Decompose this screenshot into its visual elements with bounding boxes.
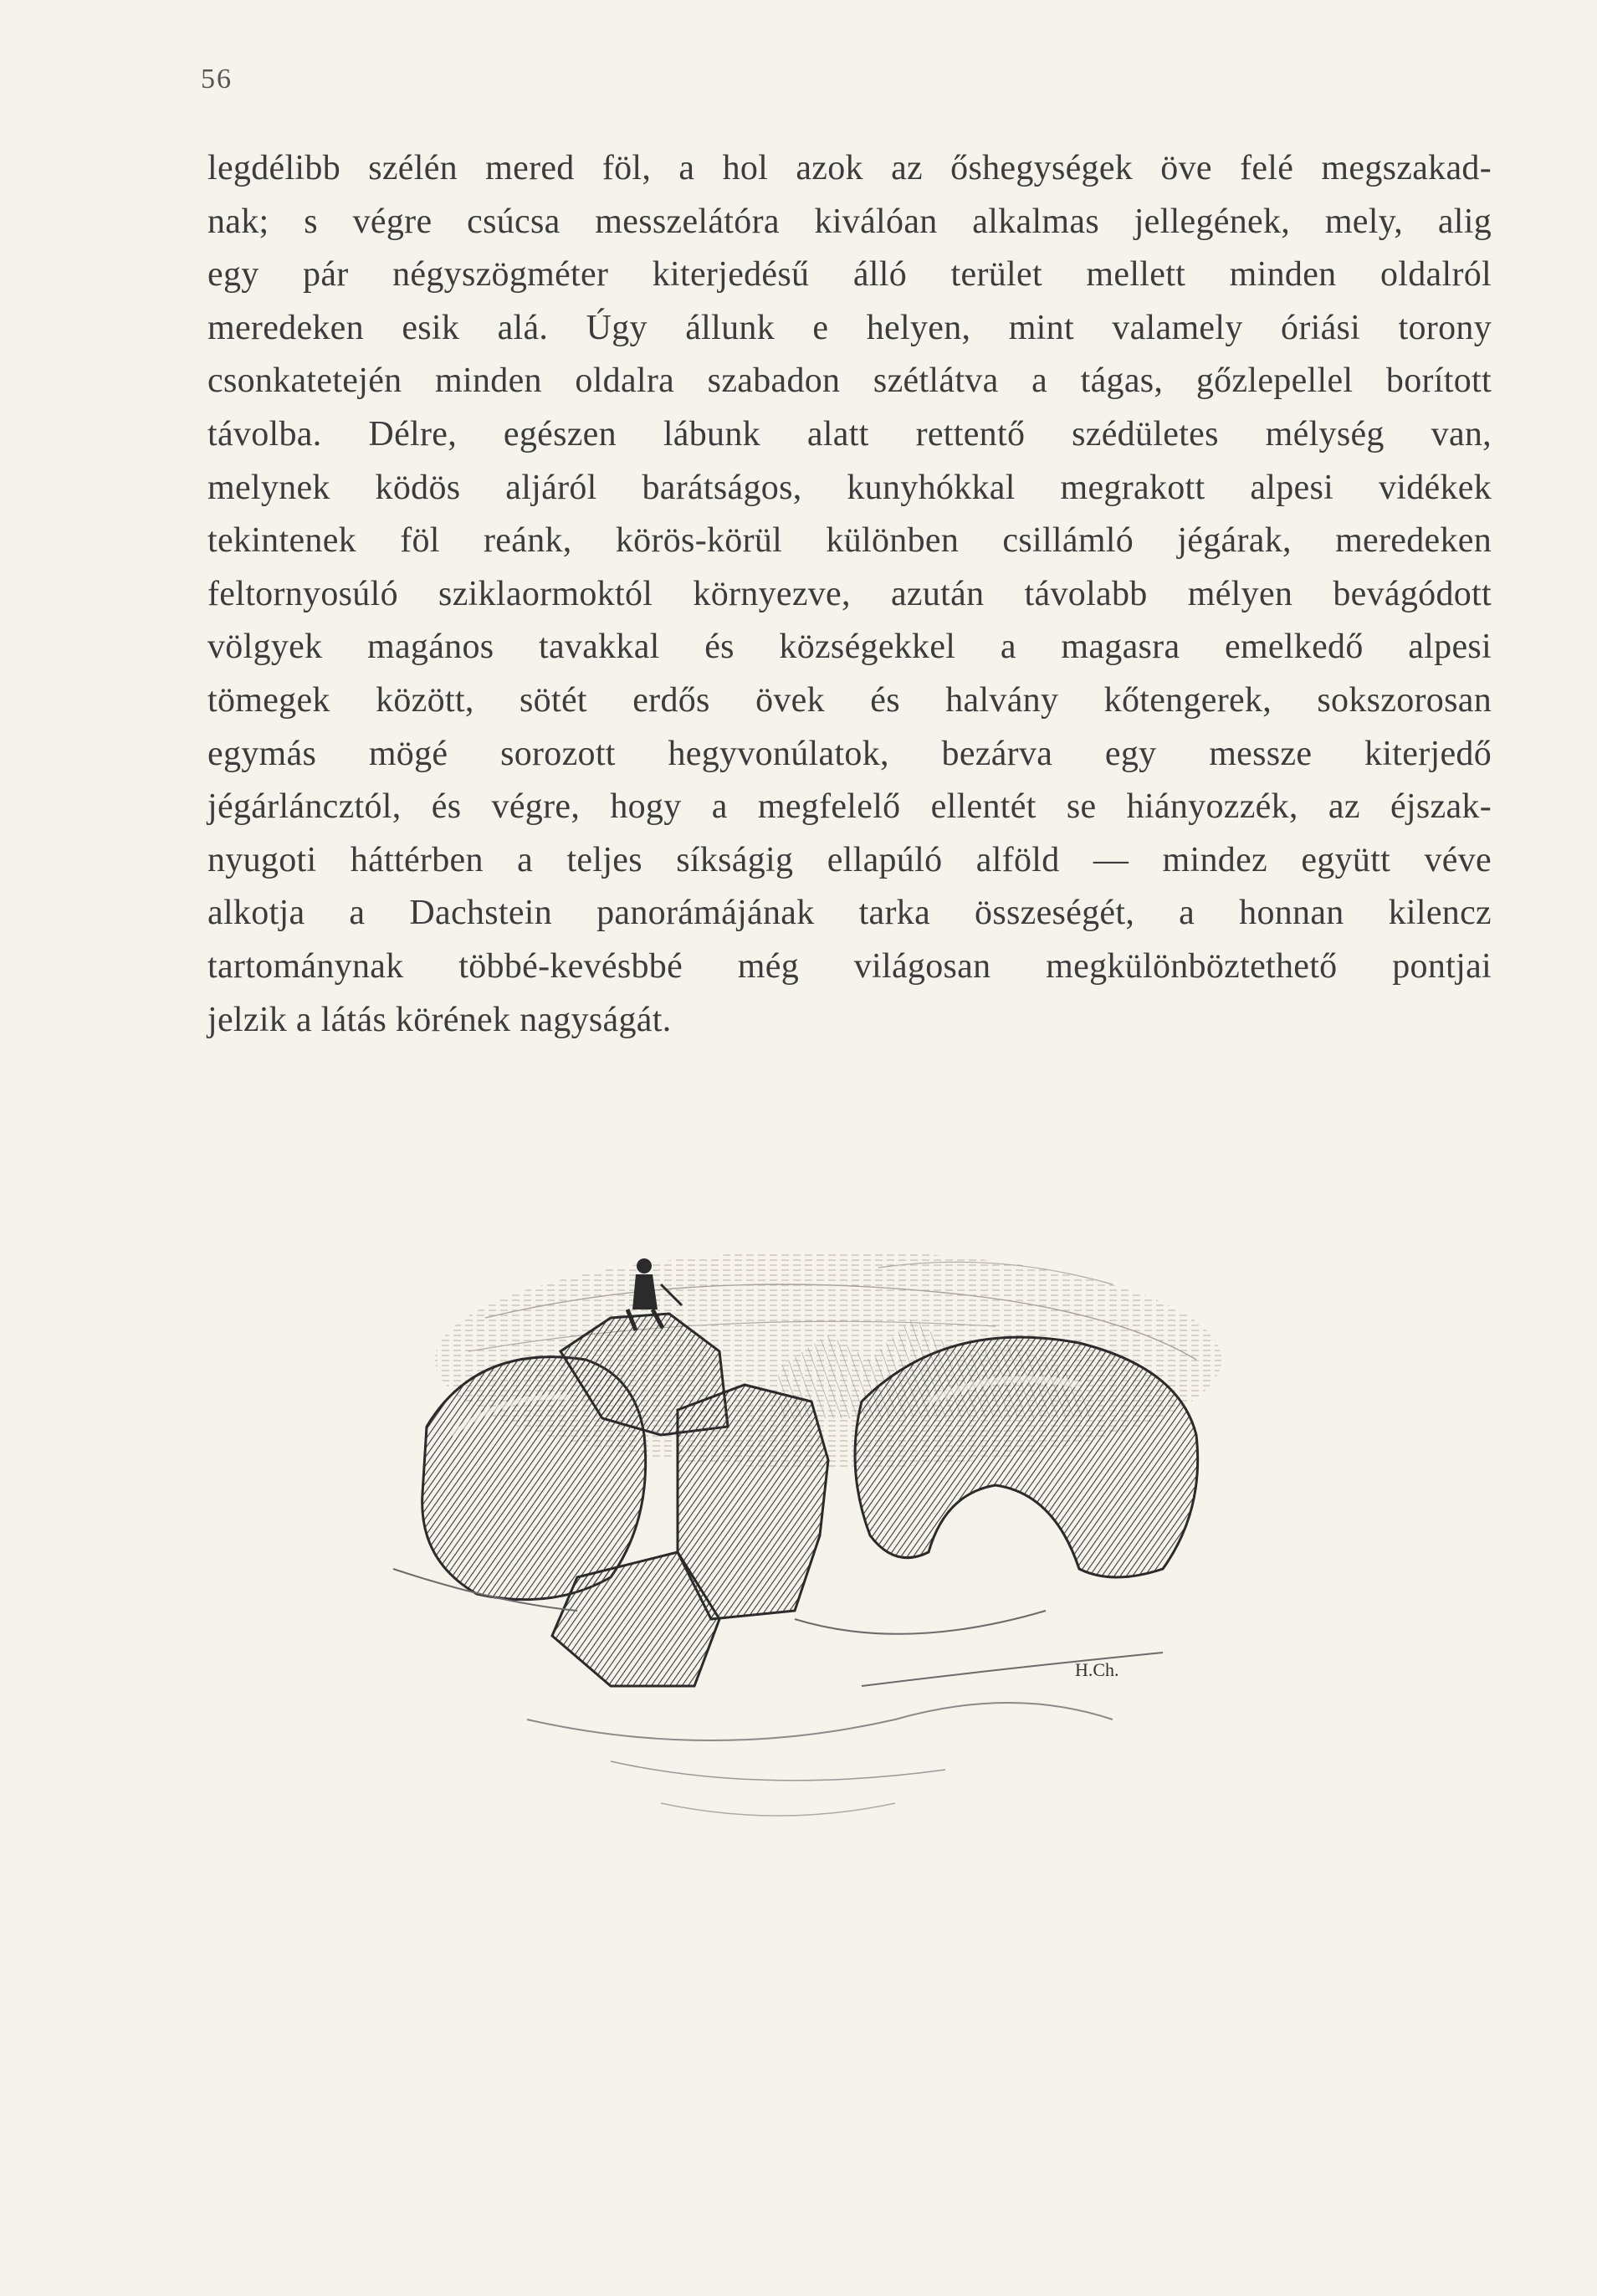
text-line: jelzik a látás körének nagyságát.: [207, 1000, 672, 1039]
text-line: távolba. Délre, egészen lábunk alatt rettentő szédületes mélység van,: [207, 414, 1492, 454]
text-line: tekintenek föl reánk, körös-körül különben csillámló jégárak, meredeken: [207, 521, 1492, 561]
engraver-signature: H.Ch.: [1075, 1659, 1119, 1680]
text-line: völgyek magános tavakkal és községekkel a magasra emelkedő alpesi: [207, 628, 1492, 667]
text-line: nak; s végre csúcsa messzelátóra kiválóan alkalmas jellegének, mely, alig: [207, 202, 1492, 241]
text-line: jégárláncztól, és végre, hogy a megfelelő ellentét se hiányozzék, az éjszak-: [207, 787, 1492, 827]
page-number: 56: [201, 64, 233, 95]
mountain-engraving: [360, 1217, 1297, 1920]
text-line: legdélibb szélén mered föl, a hol azok az őshegységek öve felé megszakad-: [207, 149, 1492, 187]
text-line: egymás mögé sorozott hegyvonúlatok, bezárva egy messze kiterjedő: [207, 734, 1492, 773]
text-line: csonkatetején minden oldalra szabadon szétlátva a tágas, gőzlepellel borított: [207, 361, 1492, 401]
right-mountain: [855, 1337, 1198, 1577]
body-text: [207, 142, 1492, 1047]
engraving-svg: [360, 1217, 1297, 1920]
text-line: alkotja a Dachstein panorámájának tarka összeségét, a honnan kilencz: [207, 894, 1492, 933]
text-line: melynek ködös aljáról barátságos, kunyhókkal megrakott alpesi vidékek: [207, 468, 1492, 507]
text-line: meredeken esik alá. Úgy állunk e helyen, mint valamely óriási torony: [207, 308, 1492, 347]
text-line: tartománynak többé-kevésbbé még világosan megkülönböztethető pontjai: [207, 946, 1492, 986]
text-line: egy pár négyszögméter kiterjedésű álló terület mellett minden oldalról: [207, 255, 1492, 295]
text-line: nyugoti háttérben a teljes síkságig ellapúló alföld — mindez együtt véve: [207, 840, 1492, 879]
text-line: feltornyosúló sziklaormoktól környezve, azután távolabb mélyen bevágódott: [207, 574, 1492, 613]
text-line: tömegek között, sötét erdős övek és halvány kőtengerek, sokszorosan: [207, 680, 1492, 720]
